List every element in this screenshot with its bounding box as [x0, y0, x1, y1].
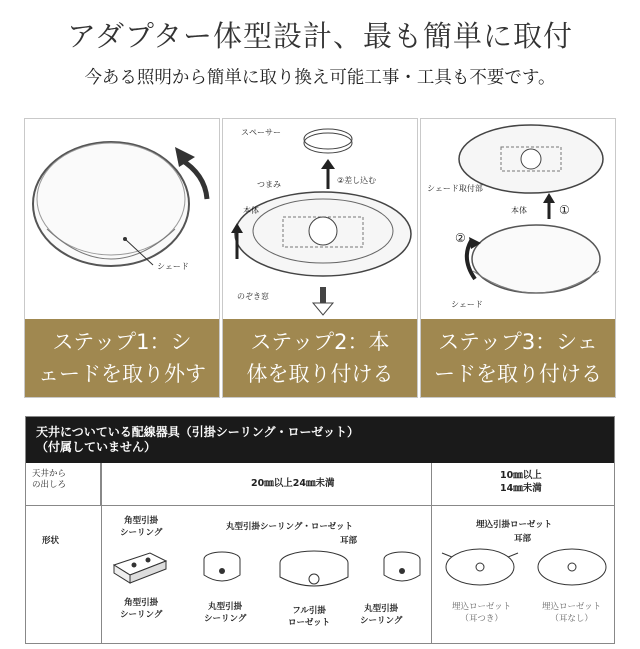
mimibu2-label: 耳部 — [514, 534, 532, 544]
full-line1: フル引掛 — [292, 606, 326, 616]
step-1-panel — [24, 118, 220, 398]
clearance-row — [26, 463, 614, 506]
full-line2: ローゼット — [288, 618, 331, 628]
shape-label: 形状 — [42, 536, 60, 546]
shade-illustration — [25, 119, 221, 324]
clearance-label — [26, 463, 101, 505]
insert-label: ②差し込む — [337, 176, 377, 185]
page-subtitle: 今ある照明から簡単に取り換え可能工事・工具も不要です。 — [84, 68, 556, 88]
step-two-mark: ② — [455, 231, 466, 245]
shade-label-3: シェード — [451, 300, 483, 309]
kakugata-bottom-line2: シーリング — [120, 610, 163, 620]
umekomi-group-label: 埋込引掛ローゼット — [476, 520, 553, 530]
table-title-line2: （付属していません） — [36, 440, 157, 454]
body-label: 本体 — [243, 206, 259, 215]
step-1-caption — [25, 319, 219, 397]
clearance-label-line1: 天井から — [32, 469, 67, 479]
window-label: のぞき窓 — [237, 292, 269, 301]
kakugata-top-label — [120, 515, 162, 539]
step-2-panel — [222, 118, 418, 398]
kakugata-bottom-line1: 角型引掛 — [124, 598, 159, 608]
step-2-caption — [223, 319, 417, 397]
marugata-a-label — [204, 601, 246, 625]
umekomi-icons — [438, 545, 614, 595]
col-divider-1 — [101, 463, 102, 644]
table-header — [26, 417, 614, 463]
umekomi-a-label — [452, 601, 511, 625]
shade-attach-illustration — [421, 119, 617, 324]
step-one-mark: ① — [559, 203, 570, 217]
step-1-line2: ェードを取り外す — [38, 362, 206, 386]
range-a: 20㎜以上24㎜未満 — [251, 478, 335, 489]
umekomi-a-line2: （耳つき） — [460, 614, 503, 624]
step-3-caption — [421, 319, 615, 397]
step-3-line1: ステップ3：シェ — [438, 330, 598, 354]
range-b — [500, 469, 542, 495]
step-3-panel — [420, 118, 616, 398]
kakugata-bottom-label — [120, 597, 162, 621]
full-label — [288, 605, 330, 629]
umekomi-a-line1: 埋込ローゼット — [452, 602, 512, 612]
kakugata-top-line1: 角型引掛 — [124, 516, 159, 526]
marugata-b-label — [360, 603, 402, 627]
umekomi-b-line1: 埋込ローゼット — [542, 602, 602, 612]
body-label-3: 本体 — [511, 206, 527, 215]
marugata-a-line2: シーリング — [204, 614, 247, 624]
marugata-b-line1: 丸型引掛 — [364, 604, 399, 614]
mount-label: シェード取付部 — [427, 184, 483, 193]
step-3-line2: ードを取り付ける — [434, 362, 602, 386]
table-title-line1: 天井についている配線器具（引掛シーリング・ローゼット） — [36, 425, 360, 439]
step-2-line2: 体を取り付ける — [246, 362, 394, 386]
spacer-label: スペーサー — [241, 128, 281, 137]
shade-label: シェード — [157, 262, 189, 271]
step-1-line1: ステップ1：シ — [52, 330, 192, 354]
kakugata-top-line2: シーリング — [120, 528, 163, 538]
knob-label: つまみ — [257, 180, 281, 189]
marugata-group-label: 丸型引掛シーリング・ローゼット — [226, 522, 353, 532]
marugata-a-line1: 丸型引掛 — [208, 602, 243, 612]
umekomi-b-line2: （耳なし） — [550, 614, 593, 624]
range-b-line1: 10㎜以上 — [500, 470, 542, 481]
step-2-line1: ステップ2：本 — [250, 330, 390, 354]
page-title: アダプター体型設計、最も簡単に取付 — [67, 19, 573, 53]
clearance-label-line2: の出しろ — [32, 480, 67, 490]
marugata-b-line2: シーリング — [360, 616, 403, 626]
marugata-icons — [202, 545, 422, 601]
kakugata-icon — [110, 547, 170, 587]
range-b-line2: 14㎜未満 — [500, 483, 542, 494]
umekomi-b-label — [542, 601, 601, 625]
mimibu-label: 耳部 — [340, 536, 358, 546]
col-divider-2 — [431, 463, 432, 644]
wiring-fixture-table — [25, 416, 615, 644]
